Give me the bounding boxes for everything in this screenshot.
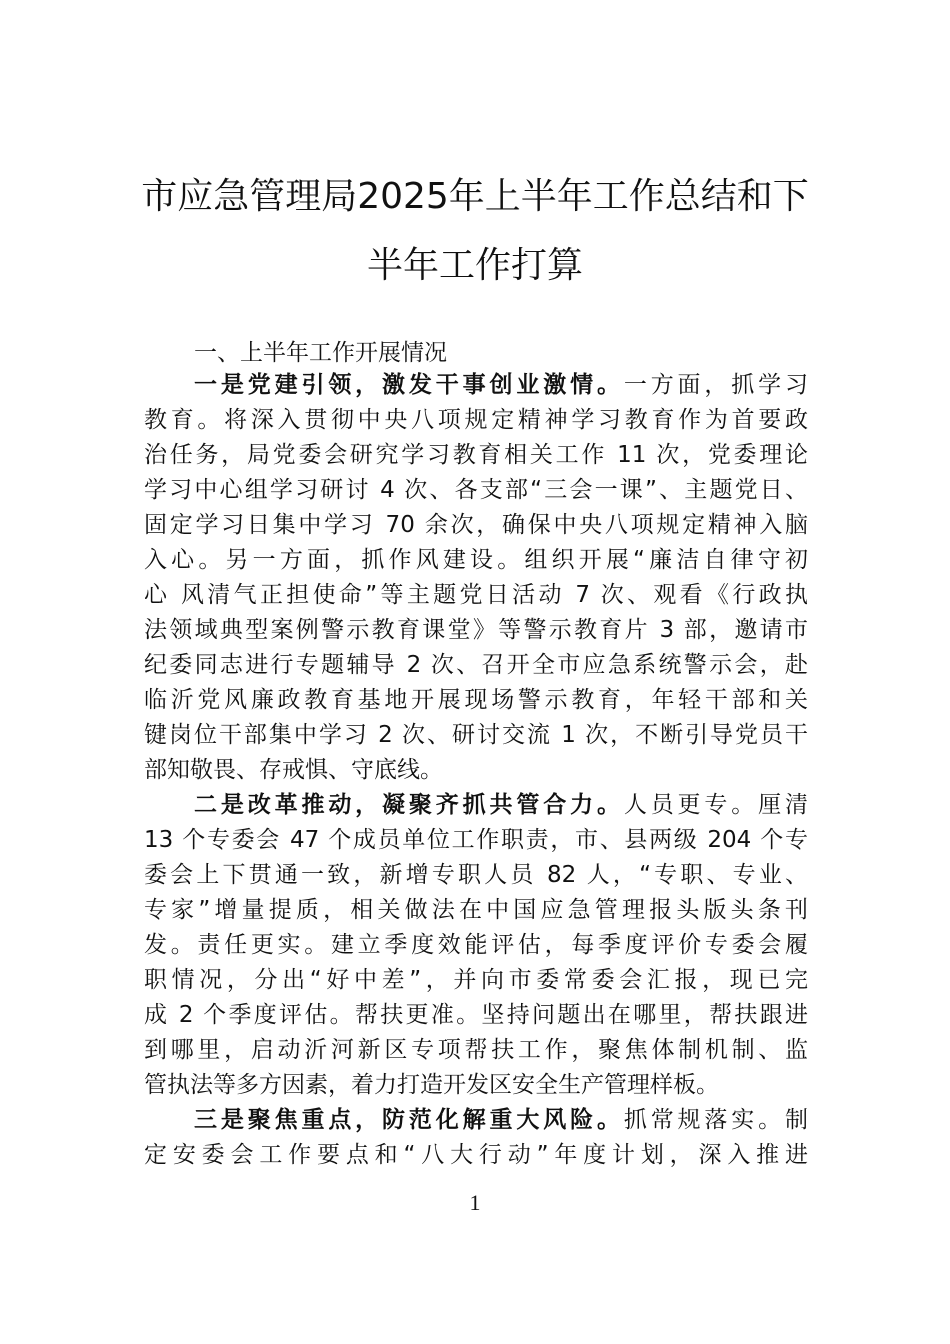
paragraph-1-line: 治任务，局党委会研究学习教育相关工作 11 次，党委理论 bbox=[144, 442, 808, 468]
paragraph-2-line: 13 个专委会 47 个成员单位工作职责，市、县两级 204 个专 bbox=[144, 827, 808, 853]
paragraph-1-lead: 一是党建引领，激发干事创业激情。 bbox=[194, 372, 624, 398]
paragraph-3-lead: 三是聚焦重点，防范化解重大风险。 bbox=[194, 1107, 624, 1133]
paragraph-1-line: 教育。将深入贯彻中央八项规定精神学习教育作为首要政 bbox=[144, 407, 808, 433]
document-title-line-1: 市应急管理局2025年上半年工作总结和下 bbox=[141, 176, 809, 217]
paragraph-1-line: 固定学习日集中学习 70 余次，确保中央八项规定精神入脑 bbox=[144, 512, 808, 538]
paragraph-1-line: 临沂党风廉政教育基地开展现场警示教育，年轻干部和关 bbox=[144, 687, 808, 713]
paragraph-2-line: 成 2 个季度评估。帮扶更准。坚持问题出在哪里，帮扶跟进 bbox=[144, 1002, 808, 1028]
paragraph-2-line: 委会上下贯通一致，新增专职人员 82 人，“专职、专业、 bbox=[144, 862, 808, 888]
paragraph-1-line: 法领域典型案例警示教育课堂》等警示教育片 3 部，邀请市 bbox=[144, 617, 808, 643]
paragraph-1-line: 入心。另一方面，抓作风建设。组织开展“廉洁自律守初 bbox=[144, 547, 808, 573]
paragraph-1-line: 学习中心组学习研讨 4 次、各支部“三会一课”、主题党日、 bbox=[144, 477, 808, 503]
paragraph-1-line: 部知敬畏、存戒惧、守底线。 bbox=[144, 757, 443, 783]
paragraph-2-line: 二是改革推动，凝聚齐抓共管合力。人员更专。厘清 bbox=[194, 792, 809, 818]
paragraph-3-line: 定安委会工作要点和“八大行动”年度计划，深入推进 bbox=[144, 1142, 808, 1168]
page-number: 1 bbox=[469, 1190, 481, 1215]
section-heading: 一、上半年工作开展情况 bbox=[194, 340, 447, 366]
paragraph-1-line: 纪委同志进行专题辅导 2 次、召开全市应急系统警示会，赴 bbox=[144, 652, 808, 678]
paragraph-1-line: 心 风清气正担使命”等主题党日活动 7 次、观看《行政执 bbox=[144, 582, 808, 608]
paragraph-2-line: 发。责任更实。建立季度效能评估，每季度评价专委会履 bbox=[144, 932, 808, 958]
paragraph-2-line: 到哪里，启动沂河新区专项帮扶工作，聚焦体制机制、监 bbox=[144, 1037, 808, 1063]
document-title-line-2: 半年工作打算 bbox=[366, 245, 583, 286]
paragraph-2-line: 专家”增量提质，相关做法在中国应急管理报头版头条刊 bbox=[144, 897, 808, 923]
paragraph-1-line: 键岗位干部集中学习 2 次、研讨交流 1 次，不断引导党员干 bbox=[144, 722, 808, 748]
paragraph-3-line: 三是聚焦重点，防范化解重大风险。抓常规落实。制 bbox=[194, 1107, 809, 1133]
paragraph-2-line: 职情况，分出“好中差”，并向市委常委会汇报，现已完 bbox=[144, 967, 808, 993]
paragraph-2-lead: 二是改革推动，凝聚齐抓共管合力。 bbox=[194, 792, 624, 818]
paragraph-1-line: 一是党建引领，激发干事创业激情。一方面，抓学习 bbox=[194, 372, 809, 398]
paragraph-2-line: 管执法等多方因素，着力打造开发区安全生产管理样板。 bbox=[144, 1072, 719, 1098]
